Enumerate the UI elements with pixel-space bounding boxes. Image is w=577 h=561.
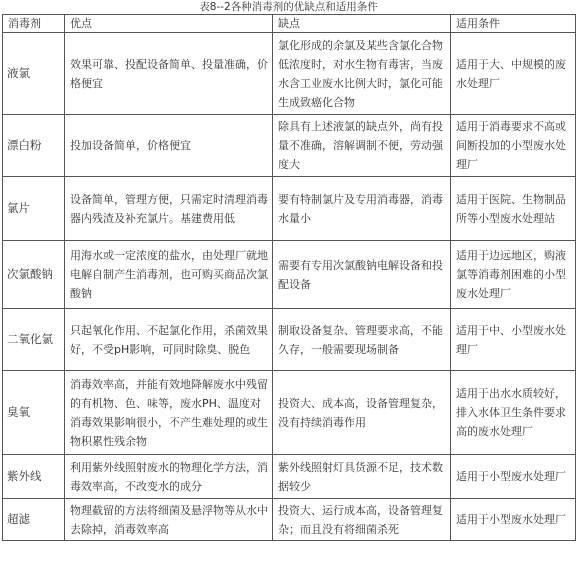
header-disinfectant: 消毒剂 <box>3 15 65 33</box>
table-row <box>3 33 576 115</box>
header-advantages: 优点 <box>65 15 273 33</box>
cell-cons: 除具有上述液氯的缺点外，尚有投量不准确，溶解调制不便，劳动强度大 <box>273 115 451 177</box>
cell-pros: 只起氧化作用、不起氯化作用，杀菌效果好，不受pH影响，可同时除臭、脱色 <box>65 309 273 371</box>
cell-pros: 物理截留的方法将细菌及悬浮物等从水中去除掉，消毒效率高 <box>65 499 273 541</box>
cell-pros: 用海水或一定浓度的盐水，由处理厂就地电解自制产生消毒剂，也可购买商品次氯酸钠 <box>65 241 273 309</box>
cell-cond: 适用于中、小型废水处理厂 <box>451 309 576 371</box>
cell-cons: 紫外线照射灯具货源不足，技术数据较少 <box>273 455 451 499</box>
cell-cons: 投资大、成本高，设备管理复杂，没有持续消毒作用 <box>273 371 451 455</box>
table-row <box>3 371 576 455</box>
cell-cons: 制取设备复杂、管理要求高，不能久存，一般需要现场制备 <box>273 309 451 371</box>
cell-name: 次氯酸钠 <box>3 241 65 309</box>
disinfectant-comparison-table <box>2 14 576 541</box>
table-header-row <box>3 15 576 33</box>
cell-cond: 适用于大、中规模的废水处理厂 <box>451 33 576 115</box>
cell-cons: 投资大、运行成本高，设备管理复杂；而且没有将细菌杀死 <box>273 499 451 541</box>
cell-pros: 设备简单，管理方便，只需定时清理消毒器内残渣及补充氯片。基建费用低 <box>65 177 273 241</box>
cell-name: 漂白粉 <box>3 115 65 177</box>
cell-name: 氯片 <box>3 177 65 241</box>
table-caption: 表8--2各种消毒剂的优缺点和适用条件 <box>199 1 378 13</box>
cell-pros: 投加设备简单，价格便宜 <box>65 115 273 177</box>
table-row <box>3 455 576 499</box>
cell-cons: 要有特制氯片及专用消毒器，消毒水量小 <box>273 177 451 241</box>
cell-cond: 适用于小型废水处理厂 <box>451 455 576 499</box>
cell-cond: 适用于小型废水处理厂 <box>451 499 576 541</box>
cell-name: 二氧化氯 <box>3 309 65 371</box>
cell-name: 液氯 <box>3 33 65 115</box>
table-row <box>3 115 576 177</box>
cell-pros: 利用紫外线照射废水的物理化学方法，消毒效率高，不改变水的成分 <box>65 455 273 499</box>
cell-cond: 适用于消毒要求不高或间断投加的小型废水处理厂 <box>451 115 576 177</box>
table-row <box>3 309 576 371</box>
cell-pros: 效果可靠、投配设备简单、投量准确，价格便宜 <box>65 33 273 115</box>
table-row <box>3 499 576 541</box>
cell-cons: 氯化形成的余氯及某些含氯化合物低浓度时，对水生物有毒害，当废水含工业废水比例大时，氯化可能生成致癌化合物 <box>273 33 451 115</box>
header-conditions: 适用条件 <box>451 15 576 33</box>
table-row <box>3 241 576 309</box>
header-disadvantages: 缺点 <box>273 15 451 33</box>
cell-name: 臭氧 <box>3 371 65 455</box>
cell-cond: 适用于边远地区，购液氯等消毒剂困难的小型废水处理厂 <box>451 241 576 309</box>
cell-pros: 消毒效率高，并能有效地降解废水中残留的有机物、色、味等，废水PH、温度对消毒效果影响很小，不产生难处理的或生物积累性残余物 <box>65 371 273 455</box>
table-row <box>3 177 576 241</box>
cell-cond: 适用于医院、生物制品所等小型废水处理站 <box>451 177 576 241</box>
cell-name: 紫外线 <box>3 455 65 499</box>
cell-cond: 适用于出水水质较好，排入水体卫生条件要求高的废水处理厂 <box>451 371 576 455</box>
cell-cons: 需要有专用次氯酸钠电解设备和投配设备 <box>273 241 451 309</box>
cell-name: 超滤 <box>3 499 65 541</box>
